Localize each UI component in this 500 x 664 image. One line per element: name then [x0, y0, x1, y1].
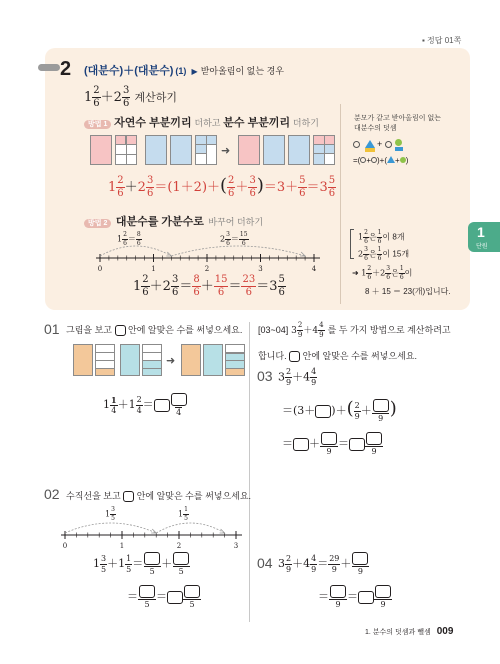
- q03-line1: ＝(3＋ )＋( $\frac{2}{9}$ ＋ 9 ): [282, 398, 397, 423]
- q03-an: 2: [286, 367, 292, 376]
- fraction-grid-a2: [116, 154, 136, 155]
- q01-b-line1: [143, 352, 161, 353]
- sidenote-line3: [352, 266, 412, 281]
- q02-l1-ad: 5: [101, 564, 107, 574]
- q03-line2: [282, 432, 383, 456]
- q0304-line2-b: 안에 알맞은 수를 써넣으세요.: [302, 351, 417, 361]
- q03-l2-eq2: ＝: [338, 437, 349, 450]
- fraction-part-a2: [126, 136, 136, 145]
- q03-l2-d2: 9: [365, 446, 382, 456]
- example-whole-b: 2: [113, 90, 122, 105]
- m2-whole-a: 1: [133, 279, 142, 294]
- q01-res-whole-2: [203, 344, 223, 376]
- sn-l3-f: 6: [399, 274, 404, 281]
- q02-lab1-n: 3: [111, 506, 115, 513]
- m1-r2-den: 6: [328, 188, 336, 199]
- m1-whole-b: 2: [137, 180, 146, 195]
- formula-triangle-icon: [387, 156, 395, 163]
- result-part-3: [314, 154, 324, 164]
- m2-s2-den: 6: [217, 287, 225, 298]
- q03-l1-e: ): [389, 398, 397, 419]
- q02-prompt-a: 수직선을 보고: [66, 491, 121, 501]
- m1-p1-den: 6: [228, 188, 235, 199]
- nl-c-den: 6: [226, 240, 230, 247]
- q03-l2-box-whole[interactable]: [293, 438, 309, 451]
- q01-a-fill: [96, 368, 114, 375]
- m2-num-a: 2: [142, 274, 149, 285]
- sn-l2-c: 1: [377, 246, 382, 253]
- fraction-square-a: [115, 135, 137, 165]
- q03-l2-box-whole2[interactable]: [349, 438, 365, 451]
- m2-result-den: 6: [278, 287, 285, 298]
- q01-bar-frac-b: [142, 344, 162, 376]
- q03-l1-a: ＝(3＋: [282, 404, 316, 417]
- q01-eq-eq: ＝: [142, 398, 154, 411]
- result-fraction: [313, 135, 335, 165]
- q04-eq: ＝: [317, 557, 329, 570]
- example-num-b: 3: [122, 85, 130, 96]
- q02-equation-1: [93, 552, 190, 576]
- method1-title-a: 자연수 부분끼리: [114, 117, 192, 129]
- sn-l1-e: 이 8개: [382, 232, 405, 242]
- q02-l1-p: ＋: [161, 557, 173, 570]
- sidenote-line4: 8 ＋ 15 ＝ 23(개)입니다.: [365, 287, 451, 296]
- q03-l2-box-num2[interactable]: [366, 432, 382, 445]
- q03-l1-c: ＋: [360, 404, 372, 417]
- sidenote-bracket: [350, 229, 354, 259]
- q01-a-line2: [96, 360, 114, 361]
- q01-prompt-a: 그림을 보고: [66, 325, 112, 335]
- q03-l1-d: 9: [372, 413, 389, 423]
- q01-eq-bn: 2: [136, 394, 142, 404]
- q02-number-line: [55, 510, 245, 548]
- example-den-b: 6: [122, 98, 130, 109]
- example-num-a: 2: [93, 85, 100, 96]
- nl-d-num: 15: [239, 231, 248, 238]
- q0304-prompt-line2: [258, 349, 417, 362]
- q02-number: 02: [44, 486, 60, 502]
- q02-l2-box2[interactable]: [184, 585, 200, 598]
- nl2-jump-arc: [156, 523, 224, 533]
- q01-number: 01: [44, 321, 60, 337]
- nl-a-eq: ＝: [127, 234, 136, 244]
- whole-square-1: [90, 135, 112, 165]
- m1-p1-num: 2: [228, 175, 235, 186]
- q0304-text: 를 두 가지 방법으로 계산하려고: [327, 325, 451, 335]
- q02-l1-d2: 5: [173, 566, 190, 576]
- chapter-number: 1: [477, 224, 485, 240]
- sn-l3-g: 이: [404, 268, 413, 278]
- nl2-tick-label: 1: [119, 542, 125, 548]
- method2-title-a: 대분수를 가분수로: [115, 216, 204, 228]
- sn-l2-d: 6: [364, 255, 368, 262]
- formula-a: =(: [353, 156, 361, 165]
- sn-l3-c: 은: [391, 268, 399, 278]
- q02-lab2-w: 1: [178, 509, 184, 519]
- q0304-range: [03~04]: [258, 325, 289, 335]
- method2-equation: 1 $\frac{2}{6}$ ＋2 $\frac{3}{6}$ ＝ $\frac{8}{6}$ ＋ $\frac{15}{6}$ ＝ $\frac{23}{6}$ ＝3 $\frac{5}{6}$: [133, 274, 285, 298]
- q02-l2-eq2: ＝: [156, 590, 167, 603]
- nl1-tick-label: 4: [311, 265, 317, 273]
- m1-r1-den: 6: [299, 188, 306, 199]
- m2-num-b: 3: [171, 274, 179, 285]
- m1-r2-num: 5: [328, 175, 336, 186]
- q03-a: 3: [278, 370, 285, 384]
- q0304-inline-box: [289, 351, 300, 362]
- q04-l2-eq2: ＝: [347, 590, 358, 603]
- sidenote-line2: [358, 247, 409, 262]
- q0304-line2-a: 합니다.: [258, 351, 287, 361]
- m1-p2-num: 3: [249, 175, 256, 186]
- sn-l3-d: 6: [367, 274, 372, 281]
- q01-picture: [73, 344, 243, 378]
- q03-l2-d: 9: [320, 446, 337, 456]
- q03-bn: 4: [311, 367, 317, 376]
- q04-l2-d2: 9: [374, 599, 391, 609]
- q02-prompt: [66, 489, 251, 502]
- example-den-a: 6: [93, 98, 100, 109]
- q04-number: 04: [257, 555, 273, 571]
- sn-l3-n: 2: [367, 265, 372, 272]
- q02-l2-box-whole[interactable]: [167, 591, 183, 604]
- q03-l2-box-num[interactable]: [321, 432, 337, 445]
- footer: [365, 626, 453, 637]
- method1-title-d: 더하기: [292, 118, 319, 128]
- nl1-tick-label: 0: [97, 265, 103, 273]
- sn-l1-a: 1: [358, 232, 364, 242]
- nl1-tick-label: 1: [151, 265, 156, 273]
- q0304-ad: 9: [297, 331, 303, 339]
- q02-l1-bn: 1: [126, 553, 132, 563]
- q01-eq-bd: 4: [136, 405, 142, 415]
- method2-number-line: [90, 228, 330, 273]
- q01-bar-whole: [73, 344, 93, 376]
- nl1-tick-label: 2: [204, 265, 210, 273]
- q02-l1-box2[interactable]: [173, 552, 189, 565]
- example-plus: ＋: [100, 90, 114, 105]
- nl2-tick-label: 2: [176, 542, 182, 548]
- q04-an: 2: [286, 553, 292, 563]
- method1-title-b: 더하고: [194, 118, 221, 128]
- q01-r-fill2: [226, 368, 244, 375]
- m2-s3-den: 6: [245, 287, 253, 298]
- q03-expression: [278, 368, 317, 387]
- column-divider: [249, 322, 250, 622]
- sn-l3-n2: 3: [386, 265, 391, 272]
- method1-badge: 방법 1: [84, 120, 111, 129]
- q04-d: 9: [352, 566, 369, 576]
- result-whole-3: [288, 135, 310, 165]
- triangle-icon: [365, 140, 375, 148]
- chapter-label: 단원: [476, 244, 488, 250]
- q03-box-whole[interactable]: [315, 405, 331, 418]
- m2-s1-den: 6: [193, 287, 200, 298]
- q0304-bn: 4: [319, 321, 324, 329]
- m1-step2: ＝3＋: [263, 180, 299, 195]
- m2-s2-num: 15: [214, 274, 228, 285]
- nl-a-num: 2: [123, 231, 127, 238]
- q02-l1-plus: ＋1: [107, 557, 126, 570]
- m1-p2-den: 6: [249, 188, 256, 199]
- nl-b-num: 8: [136, 231, 141, 238]
- q04-box-num[interactable]: [352, 552, 368, 565]
- section-title: [84, 62, 284, 78]
- sidenote-title: 분모가 같고 받아올림이 없는 대분수의 덧셈: [354, 115, 441, 132]
- m2-result-whole: 3: [269, 279, 278, 294]
- arrow-icon: ➜: [221, 145, 231, 157]
- method1-picture: [90, 135, 320, 167]
- sn-l2-e: 이 15개: [382, 249, 410, 259]
- q01-bar-whole-b: [120, 344, 140, 376]
- fraction-grid-a: [126, 136, 127, 164]
- sn-l3-d2: 6: [386, 274, 391, 281]
- m2-den-b: 6: [171, 287, 179, 298]
- q02-l1-d1: 5: [144, 566, 161, 576]
- fraction-grid-b: [206, 136, 207, 164]
- result-whole-2: [263, 135, 285, 165]
- m2-s3-num: 23: [242, 274, 256, 285]
- q02-l2-d1: 5: [138, 599, 155, 609]
- chapter-side-tab: [468, 222, 500, 252]
- plus-icon: +: [377, 139, 383, 149]
- m1-r1-num: 5: [299, 175, 306, 186]
- q04-bd: 9: [311, 564, 317, 574]
- fraction-part-b2: [196, 145, 206, 154]
- q02-l1-eq: ＝: [132, 557, 144, 570]
- m1-step3: ＝3: [306, 180, 328, 195]
- nl-c-whole: 2: [220, 234, 226, 244]
- q0304-an: 2: [297, 321, 303, 329]
- q02-inline-box: [123, 491, 134, 502]
- example-suffix: 계산하기: [134, 92, 177, 104]
- m2-den-a: 6: [142, 287, 149, 298]
- q02-l2-d2: 5: [183, 599, 200, 609]
- q01-b-line3: [143, 368, 161, 369]
- formula-c: ): [405, 156, 409, 165]
- method1-title-c: 분수 부분끼리: [223, 117, 291, 129]
- example-whole-a: 1: [84, 90, 93, 105]
- method1-equation: 1 $\frac{2}{6}$ ＋2 $\frac{3}{6}$ ＝(1＋2)＋( $\frac{2}{6}$ ＋ $\frac{3}{6}$ )＝3＋ $\frac{5}{6}$ ＝3 $\frac{5}{6}$: [108, 175, 336, 199]
- m2-s1-num: 8: [193, 274, 200, 285]
- q03-l2-eq: ＝: [282, 437, 293, 450]
- q01-answer-num[interactable]: [171, 393, 187, 406]
- q0304-bd: 9: [319, 331, 324, 339]
- nl-a-den: 6: [123, 240, 127, 247]
- q02-prompt-b: 안에 알맞은 수를 써넣으세요.: [136, 491, 252, 501]
- q04-a: 3: [278, 557, 285, 570]
- q01-equation: [103, 393, 188, 417]
- q02-l2-box1[interactable]: [139, 585, 155, 598]
- q02-lab2-d: 5: [184, 515, 188, 522]
- section-subtitle-num: (1): [175, 66, 187, 76]
- sidenote-shapes-row: [353, 138, 453, 152]
- result-whole-1: [238, 135, 260, 165]
- sn-l1-b: 은: [368, 232, 377, 242]
- q04-bn: 4: [311, 553, 317, 563]
- q04-l2-box2[interactable]: [375, 585, 391, 598]
- q04-line1: [278, 552, 369, 576]
- result-grid: [324, 136, 325, 164]
- blue-bar-icon: [395, 147, 403, 151]
- q03-number: 03: [257, 368, 273, 384]
- q04-plus: ＋4: [292, 557, 311, 570]
- sn-l1-n: 2: [364, 229, 368, 236]
- whole-square-3: [170, 135, 192, 165]
- q01-eq-rd: 4: [176, 408, 182, 417]
- q0304-a: 3: [291, 326, 297, 336]
- section-arrow: ▶: [191, 67, 198, 76]
- q01-arrow-icon: ➜: [166, 355, 176, 367]
- sn-l3-a: ➜ 1: [352, 268, 367, 278]
- answer-reference: ▪ 정답 01쪽: [422, 36, 462, 45]
- method1-heading: [84, 114, 319, 130]
- q04-l2-eq: ＝: [318, 590, 329, 603]
- q04-sn: 29: [329, 553, 340, 563]
- q01-res-whole-1: [181, 344, 201, 376]
- whole-square-2: [145, 135, 167, 165]
- q02-l2-eq: ＝: [127, 590, 138, 603]
- m1-den-b: 6: [146, 188, 154, 199]
- q01-prompt-b: 안에 알맞은 수를 써넣으세요.: [128, 325, 243, 335]
- q03-bd: 9: [311, 378, 317, 387]
- fraction-square-b: [195, 135, 217, 165]
- square-icon: [365, 148, 375, 152]
- q02-equation-2: [127, 585, 201, 609]
- fraction-part-a1: [116, 136, 126, 145]
- footer-text: 1. 분수의 덧셈과 뺄셈: [365, 629, 431, 636]
- q03-l2-p: ＋: [309, 437, 320, 450]
- nl1-jump-arc: [100, 246, 171, 256]
- circle-icon: [353, 141, 360, 148]
- q03-l1-pd: 9: [354, 411, 360, 421]
- sidenote-formula: =( + )+( + ): [353, 156, 409, 165]
- m1-num-b: 3: [146, 175, 154, 186]
- q02-l1-bd: 5: [126, 564, 132, 574]
- nl1-tick-label: 3: [258, 265, 263, 273]
- nl-c-num: 3: [226, 231, 230, 238]
- sn-l1-d2: 6: [377, 238, 382, 245]
- section-number-tab: [38, 64, 60, 71]
- q04-l2-box1[interactable]: [330, 585, 346, 598]
- m1-num-a: 2: [117, 175, 124, 186]
- page-number: 009: [436, 626, 454, 637]
- m1-whole-a: 1: [108, 180, 117, 195]
- q0304-prompt: [258, 322, 451, 339]
- sn-l2-a: 2: [358, 249, 364, 259]
- q01-r-line2: [226, 360, 244, 361]
- q02-l1-an: 3: [101, 553, 107, 563]
- formula-circle-icon: [360, 157, 366, 163]
- method2-title-b: 바꾸어 더하기: [208, 217, 264, 227]
- nl2-tick-label: 0: [62, 542, 68, 548]
- q01-eq-plus: ＋1: [117, 398, 136, 411]
- nl-b-den: 6: [136, 240, 141, 247]
- q04-l2-d: 9: [329, 599, 346, 609]
- q02-l1-box1[interactable]: [144, 552, 160, 565]
- m1-step1: ＝(1＋2)＋: [154, 180, 221, 195]
- q01-eq-an: 1: [111, 394, 117, 405]
- q03-l1-pn: 2: [354, 400, 360, 410]
- q02-lab2-n: 1: [184, 506, 188, 513]
- q02-l1-a: 1: [93, 557, 100, 570]
- example-title: [84, 86, 177, 109]
- green-dot-icon: [395, 139, 402, 146]
- q03-ad: 9: [286, 378, 292, 387]
- q01-a-line1: [96, 352, 114, 353]
- method2-badge: 방법 2: [84, 219, 111, 228]
- q01-inline-box: [115, 325, 126, 336]
- section-number: 2: [60, 58, 72, 80]
- q04-ad: 9: [286, 564, 292, 574]
- sn-l1-c: 1: [377, 229, 382, 236]
- nl-d-den: 6: [241, 240, 246, 247]
- q01-res-frac: [225, 344, 245, 376]
- sn-l2-n: 3: [364, 246, 368, 253]
- nl2-jump-arc: [65, 523, 156, 533]
- q03-box-num[interactable]: [373, 399, 389, 412]
- sn-l3-e: 1: [399, 265, 404, 272]
- nl-c-eq: ＝: [230, 234, 239, 244]
- m2-result-num: 5: [278, 274, 285, 285]
- circle-icon-2: [385, 141, 392, 148]
- q01-eq-a: 1: [103, 398, 110, 411]
- section-title-text: (대분수)＋(대분수): [84, 65, 174, 77]
- nl1-jump-arc: [171, 246, 305, 256]
- sn-l2-b: 은: [368, 249, 377, 259]
- q04-l2-box-whole[interactable]: [358, 591, 374, 604]
- sn-l1-d: 6: [364, 238, 368, 245]
- q04-sd: 9: [331, 564, 337, 574]
- sn-l3-b: ＋2: [372, 268, 386, 278]
- q02-lab1-w: 1: [105, 509, 111, 519]
- q04-line2: [318, 585, 392, 609]
- sn-l2-d2: 6: [377, 255, 382, 262]
- m1-den-a: 6: [117, 188, 124, 199]
- q01-answer-whole[interactable]: [154, 399, 170, 412]
- q01-eq-ad: 4: [111, 405, 117, 415]
- q02-lab1-d: 5: [111, 515, 115, 522]
- q0304-plus: ＋4: [303, 326, 319, 336]
- q04-p: ＋: [340, 557, 352, 570]
- q03-l1-b: )＋: [331, 404, 347, 417]
- sidenote-line1: [358, 230, 405, 245]
- q03-plus: ＋4: [292, 370, 311, 384]
- q01-prompt: [66, 323, 242, 336]
- nl-a-whole: 1: [117, 234, 123, 244]
- m2-whole-b: 2: [162, 279, 171, 294]
- formula-b: )+(: [377, 156, 388, 165]
- section-subtitle: 받아올림이 없는 경우: [200, 66, 284, 76]
- nl2-tick-label: 3: [233, 542, 239, 548]
- q01-bar-frac-a: [95, 344, 115, 376]
